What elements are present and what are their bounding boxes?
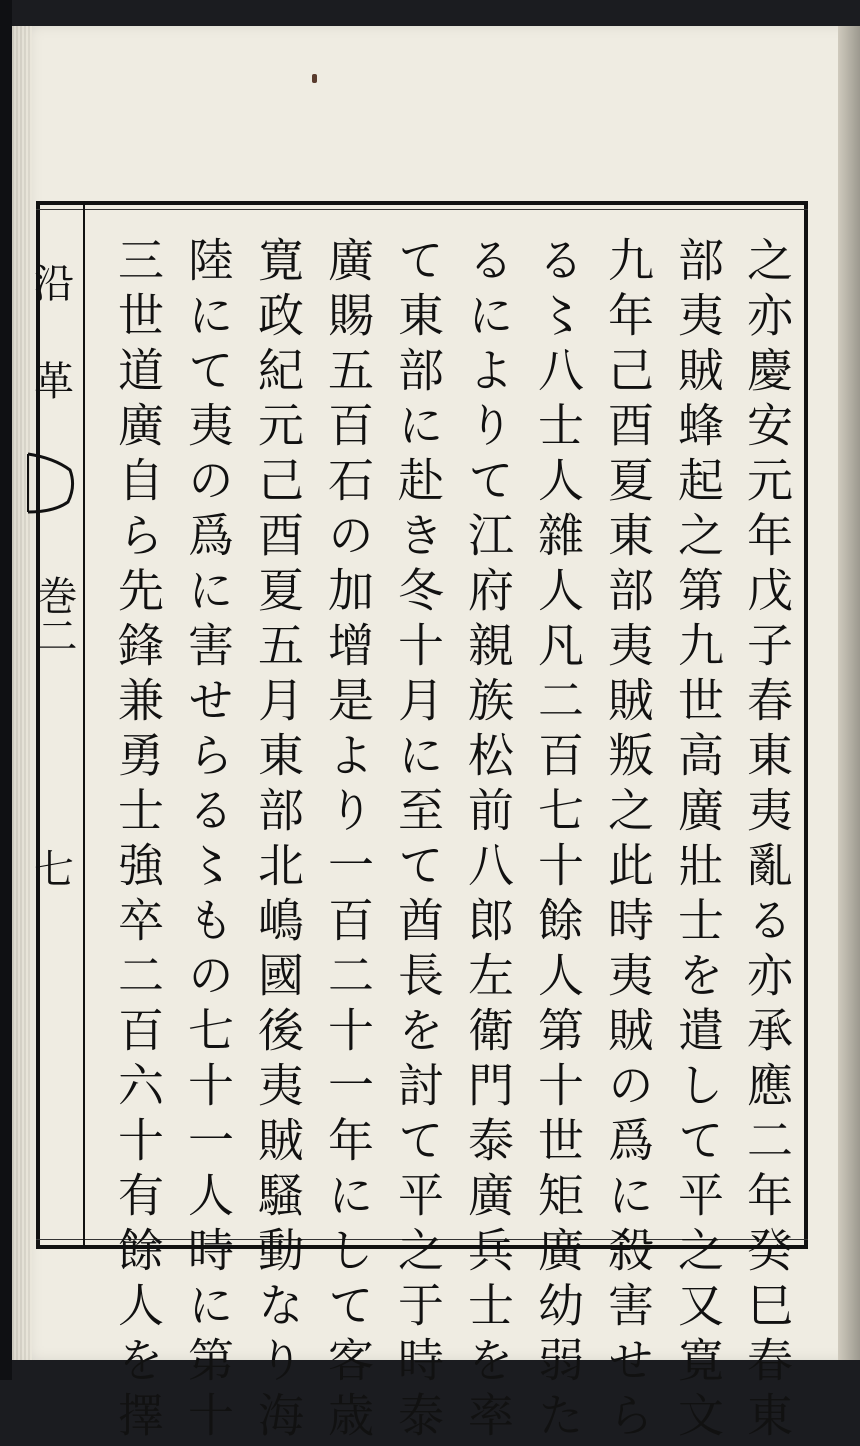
next-page-edge (838, 26, 860, 1360)
text-column-9: 陸にて夷の爲に害せらる〻もの七十一人時に第十 (181, 236, 235, 1446)
margin-title-bottom: 革 (34, 359, 74, 405)
text-column-5: るによりて江府親族松前八郎左衛門泰廣兵士を率 (461, 236, 515, 1446)
text-column-4: る〻八士人雜人凡二百七十餘人第十世矩廣幼弱た (531, 236, 585, 1446)
text-column-3: 九年己酉夏東部夷賊叛之此時夷賊の爲に殺害せら (601, 236, 655, 1446)
frame-inner-rule-top (36, 209, 808, 210)
margin-column-rule (83, 205, 85, 1245)
text-column-10: 三世道廣自ら先鋒兼勇士強卒二百六十有餘人を擇 (111, 236, 165, 1446)
binding-edge (0, 0, 12, 1380)
text-column-6: て東部に赴き冬十月に至て酋長を討て平之于時泰 (391, 236, 445, 1446)
text-column-8: 寛政紀元己酉夏五月東部北嶋國後夷賊騷動なり海 (251, 236, 305, 1446)
margin-volume: 巻二 (31, 575, 77, 655)
fishtail-mark-icon (24, 448, 76, 518)
text-column-1: 之亦慶安元年戊子春東夷亂る亦承應二年癸巳春東 (740, 236, 794, 1446)
text-column-2: 部夷賊蜂起之第九世高廣壯士を遣して平之又寛文 (671, 236, 725, 1446)
margin-title-top: 沿 (34, 261, 74, 307)
paper-speck (312, 74, 317, 83)
page-stack-edge (12, 26, 32, 1360)
margin-page-number: 七 (34, 847, 74, 893)
text-column-7: 廣賜五百石の加增是より一百二十一年にして客歳 (321, 236, 375, 1446)
